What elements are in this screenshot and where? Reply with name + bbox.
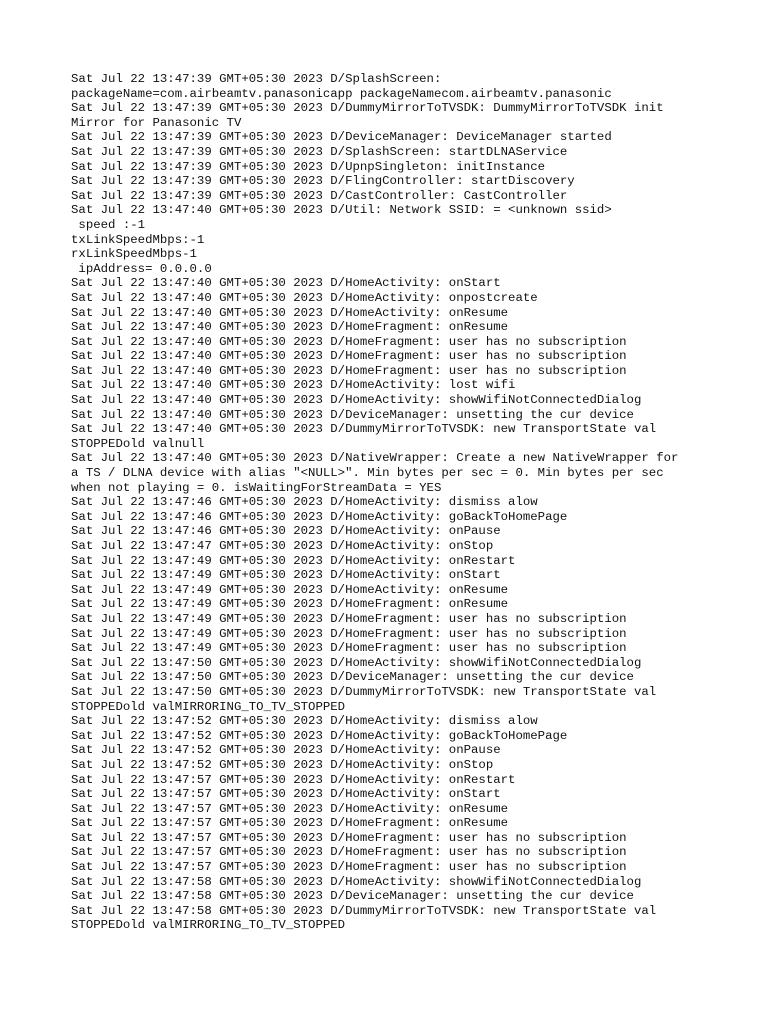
log-line: Sat Jul 22 13:47:47 GMT+05:30 2023 D/HomeActivity: onStop [71,539,494,553]
log-line: ipAddress= 0.0.0.0 [71,261,212,276]
log-line: Sat Jul 22 13:47:58 GMT+05:30 2023 D/DeviceManager: unsetting the cur device [71,889,634,904]
log-line: Sat Jul 22 13:47:39 GMT+05:30 2023 D/DummyMirrorToTVSDK: DummyMirrorToTVSDK init [71,101,664,116]
log-line: Sat Jul 22 13:47:46 GMT+05:30 2023 D/HomeActivity: dismiss alow [71,495,538,510]
log-line: Sat Jul 22 13:47:52 GMT+05:30 2023 D/HomeActivity: goBackToHomePage [71,728,568,743]
log-line: Sat Jul 22 13:47:40 GMT+05:30 2023 D/HomeFragment: onResume [71,320,509,335]
log-line: Sat Jul 22 13:47:50 GMT+05:30 2023 D/DummyMirrorToTVSDK: new TransportState val [71,684,657,699]
log-line: Sat Jul 22 13:47:40 GMT+05:30 2023 D/HomeActivity: lost wifi [71,378,516,393]
log-line: Sat Jul 22 13:47:57 GMT+05:30 2023 D/HomeFragment: user has no subscription [71,845,627,860]
log-line: Sat Jul 22 13:47:40 GMT+05:30 2023 D/NativeWrapper: Create a new NativeWrapper for [71,451,679,466]
log-line: Sat Jul 22 13:47:40 GMT+05:30 2023 D/HomeFragment: user has no subscription [71,363,627,378]
log-line: Sat Jul 22 13:47:52 GMT+05:30 2023 D/HomeActivity: onStop [71,757,494,772]
log-line: Sat Jul 22 13:47:57 GMT+05:30 2023 D/HomeActivity: onStart [71,787,501,802]
log-line: Sat Jul 22 13:47:52 GMT+05:30 2023 D/HomeActivity: onPause [71,743,501,758]
log-line: Sat Jul 22 13:47:39 GMT+05:30 2023 D/SplashScreen: startDLNAService [71,144,568,159]
log-line: Sat Jul 22 13:47:40 GMT+05:30 2023 D/HomeActivity: onResume [71,305,509,320]
log-line: txLinkSpeedMbps:-1 [71,232,205,247]
log-line: Sat Jul 22 13:47:49 GMT+05:30 2023 D/HomeActivity: onRestart [71,553,516,568]
log-line: Sat Jul 22 13:47:57 GMT+05:30 2023 D/HomeActivity: onResume [71,801,509,816]
log-line: Sat Jul 22 13:47:57 GMT+05:30 2023 D/HomeFragment: user has no subscription [71,830,627,845]
log-line: Sat Jul 22 13:47:49 GMT+05:30 2023 D/HomeFragment: user has no subscription [71,641,627,656]
log-line: Sat Jul 22 13:47:58 GMT+05:30 2023 D/DummyMirrorToTVSDK: new TransportState val [71,903,657,918]
log-line: Sat Jul 22 13:47:40 GMT+05:30 2023 D/DeviceManager: unsetting the cur device [71,407,634,422]
log-line: when not playing = 0. isWaitingForStreamData = YES [71,480,442,495]
log-line: packageName=com.airbeamtv.panasonicapp packageNamecom.airbeamtv.panasonic [71,86,612,101]
log-line: rxLinkSpeedMbps-1 [71,247,197,262]
log-line: Sat Jul 22 13:47:58 GMT+05:30 2023 D/HomeActivity: showWifiNotConnectedDialog [71,874,642,889]
log-line: Sat Jul 22 13:47:49 GMT+05:30 2023 D/HomeActivity: onResume [71,582,509,597]
log-line: Sat Jul 22 13:47:49 GMT+05:30 2023 D/HomeFragment: user has no subscription [71,611,627,626]
log-line: Sat Jul 22 13:47:50 GMT+05:30 2023 D/DeviceManager: unsetting the cur device [71,670,634,685]
log-line: Sat Jul 22 13:47:49 GMT+05:30 2023 D/HomeFragment: onResume [71,597,509,612]
log-line: Mirror for Panasonic TV [71,115,242,130]
log-line: Sat Jul 22 13:47:40 GMT+05:30 2023 D/HomeActivity: showWifiNotConnectedDialog [71,393,642,408]
log-line: Sat Jul 22 13:47:40 GMT+05:30 2023 D/HomeFragment: user has no subscription [71,349,627,364]
log-line: STOPPEDold valMIRRORING_TO_TV_STOPPED [71,918,346,933]
log-line: Sat Jul 22 13:47:39 GMT+05:30 2023 D/CastController: CastController [71,188,568,203]
log-line: Sat Jul 22 13:47:50 GMT+05:30 2023 D/HomeActivity: showWifiNotConnectedDialog [71,655,642,670]
log-line: Sat Jul 22 13:47:39 GMT+05:30 2023 D/FlingController: startDiscovery [71,174,575,189]
log-line: Sat Jul 22 13:47:39 GMT+05:30 2023 D/DeviceManager: DeviceManager started [71,130,612,145]
log-line: STOPPEDold valMIRRORING_TO_TV_STOPPED [71,699,346,714]
log-line: STOPPEDold valnull [71,436,205,451]
log-line: a TS / DLNA device with alias "<NULL>". Min bytes per sec = 0. Min bytes per sec [71,466,664,481]
log-line: Sat Jul 22 13:47:40 GMT+05:30 2023 D/DummyMirrorToTVSDK: new TransportState val [71,422,657,437]
log-line: Sat Jul 22 13:47:39 GMT+05:30 2023 D/UpnpSingleton: initInstance [71,159,546,174]
log-line: Sat Jul 22 13:47:40 GMT+05:30 2023 D/HomeFragment: user has no subscription [71,334,627,349]
log-text [71,72,711,933]
log-line: Sat Jul 22 13:47:46 GMT+05:30 2023 D/HomeActivity: goBackToHomePage [71,509,568,524]
log-line: Sat Jul 22 13:47:52 GMT+05:30 2023 D/HomeActivity: dismiss alow [71,714,538,729]
log-line: Sat Jul 22 13:47:57 GMT+05:30 2023 D/HomeFragment: onResume [71,816,509,831]
log-line: Sat Jul 22 13:47:46 GMT+05:30 2023 D/HomeActivity: onPause [71,524,501,539]
log-line: Sat Jul 22 13:47:57 GMT+05:30 2023 D/HomeFragment: user has no subscription [71,860,627,875]
log-line: speed :-1 [71,217,146,232]
log-line: Sat Jul 22 13:47:57 GMT+05:30 2023 D/HomeActivity: onRestart [71,772,516,787]
log-line: Sat Jul 22 13:47:40 GMT+05:30 2023 D/Util: Network SSID: = <unknown ssid> [71,203,612,218]
log-line: Sat Jul 22 13:47:49 GMT+05:30 2023 D/HomeFragment: user has no subscription [71,626,627,641]
log-line: Sat Jul 22 13:47:49 GMT+05:30 2023 D/HomeActivity: onStart [71,568,501,583]
log-line: Sat Jul 22 13:47:39 GMT+05:30 2023 D/SplashScreen: [71,72,442,86]
log-line: Sat Jul 22 13:47:40 GMT+05:30 2023 D/HomeActivity: onpostcreate [71,290,538,305]
log-line: Sat Jul 22 13:47:40 GMT+05:30 2023 D/HomeActivity: onStart [71,276,501,291]
